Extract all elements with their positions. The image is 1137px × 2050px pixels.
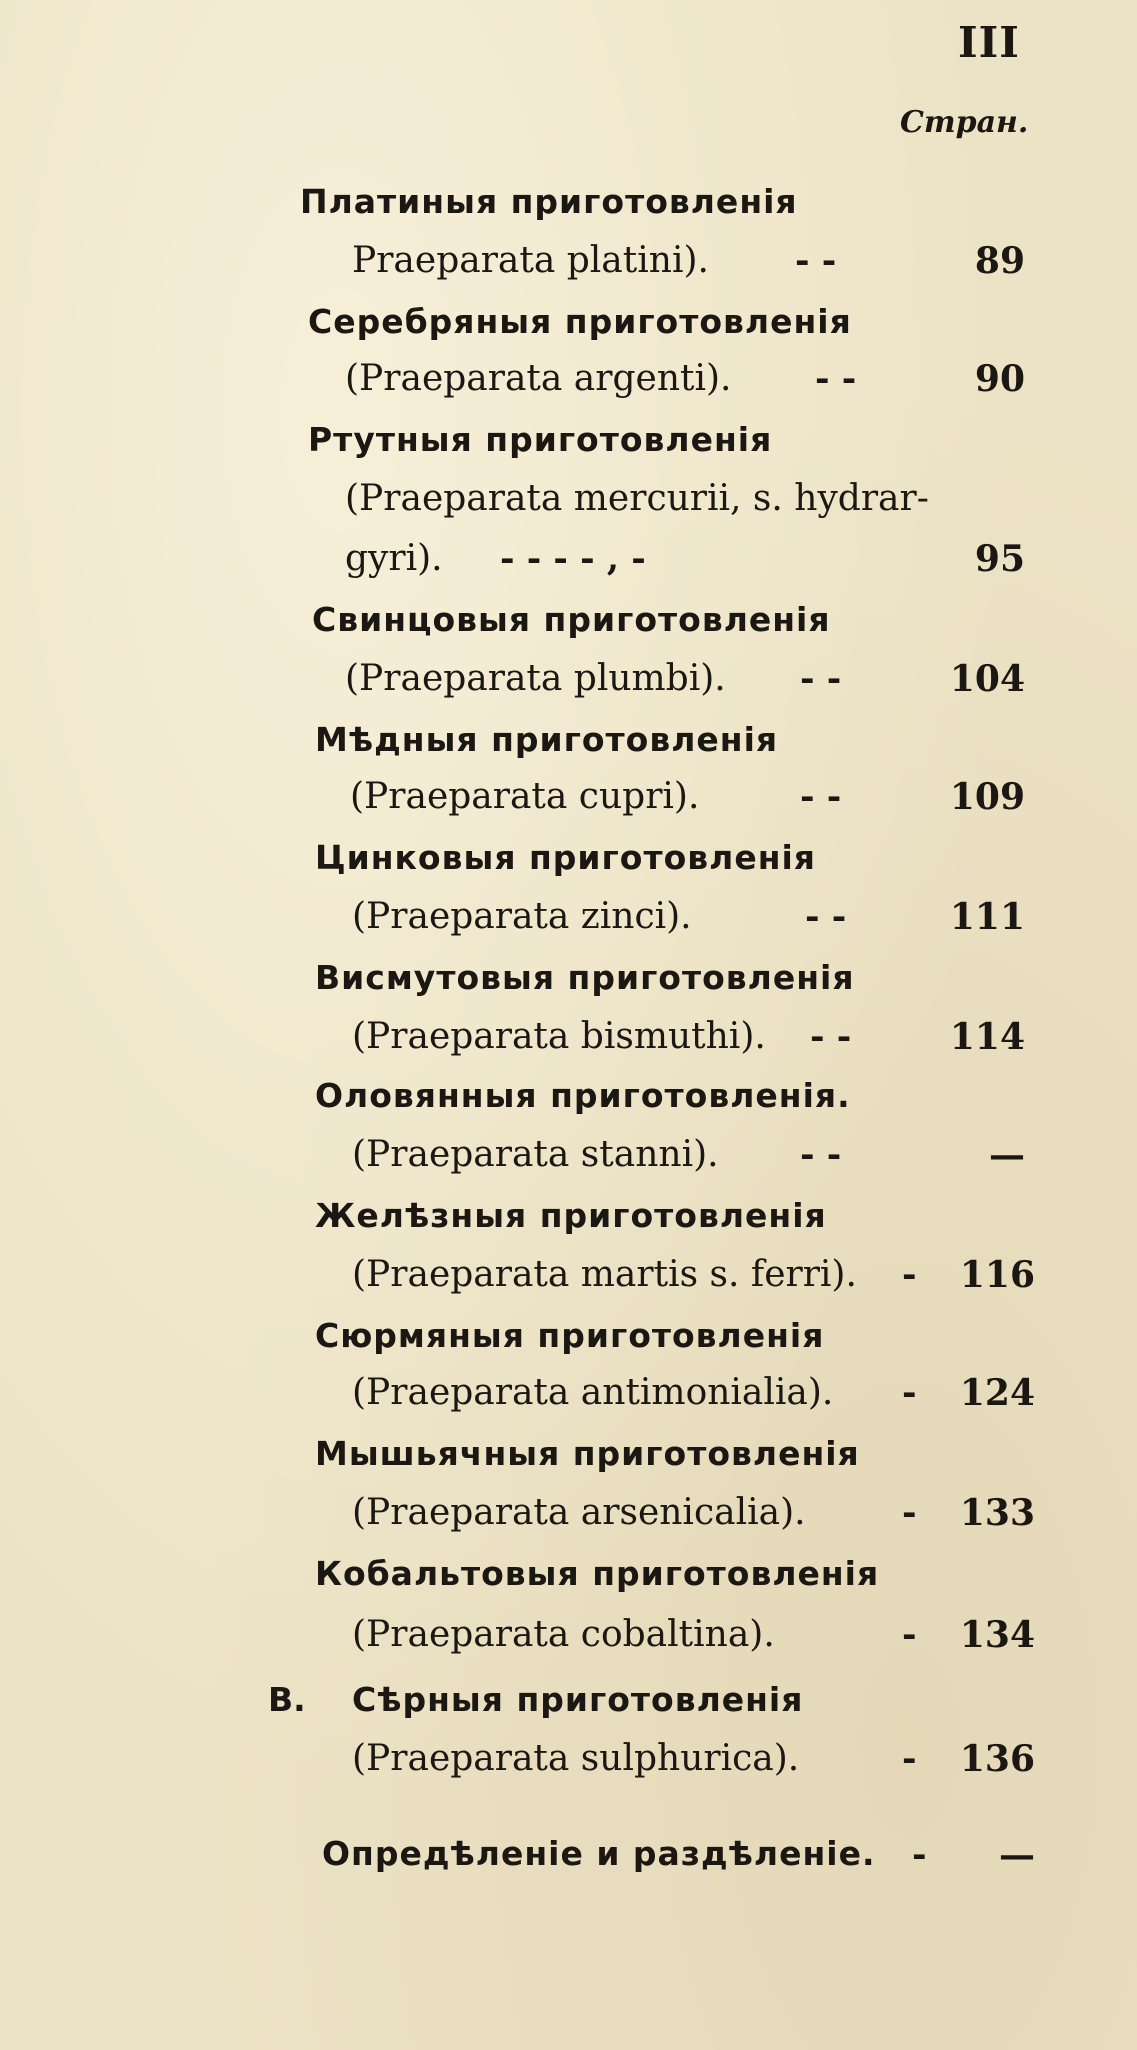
entry-latin-silver: (Praeparata argenti). (345, 358, 732, 399)
entry-leader-mercury: - - - - , - (500, 538, 646, 579)
entry-page-mercury: 95 (974, 538, 1025, 580)
entry-leader-cobalt: - (902, 1614, 917, 1655)
entry-page-arsenic: 133 (959, 1492, 1035, 1534)
entry-title-tin: Оловянныя приготовленія. (315, 1076, 851, 1115)
entry-title-bismuth: Висмутовыя приготовленія (315, 958, 855, 997)
entry-leader-iron: - (902, 1254, 917, 1295)
entry-latin-mercury-cont: gyri). (345, 538, 443, 579)
final-entry-title: Опредѣленіе и раздѣленіе. (322, 1834, 876, 1873)
entry-latin-cobalt: (Praeparata cobaltina). (352, 1614, 775, 1655)
entry-leader-arsenic: - (902, 1492, 917, 1533)
entry-title-cobalt: Кобальтовыя приготовленія (315, 1554, 880, 1593)
entry-latin-arsenic: (Praeparata arsenicalia). (352, 1492, 806, 1533)
final-entry-page: — (999, 1834, 1035, 1876)
entry-title-copper: Мѣдныя приготовленія (315, 720, 779, 759)
entry-page-iron: 116 (959, 1254, 1035, 1296)
entry-title-zinc: Цинковыя приготовленія (315, 838, 816, 877)
entry-leader-silver: - - (815, 358, 857, 399)
entry-title-arsenic: Мышьячныя приготовленія (315, 1434, 860, 1473)
entry-leader-bismuth: - - (810, 1016, 852, 1057)
entry-latin-iron: (Praeparata martis s. ferri). (352, 1254, 857, 1295)
section-b-title: Сѣрныя приготовленія (352, 1680, 804, 1719)
entry-leader-antimony: - (902, 1372, 917, 1413)
section-b-page: 136 (959, 1738, 1035, 1780)
section-b-leader: - (902, 1738, 917, 1779)
entry-title-silver: Серебряныя приготовленія (308, 302, 852, 341)
entry-leader-platinum: - - (795, 240, 837, 281)
entry-latin-antimony: (Praeparata antimonialia). (352, 1372, 834, 1413)
entry-page-lead: 104 (949, 658, 1025, 700)
entry-page-bismuth: 114 (949, 1016, 1025, 1058)
entry-leader-copper: - - (800, 776, 842, 817)
section-b-latin: (Praeparata sulphurica). (352, 1738, 800, 1779)
section-letter-b: B. (268, 1680, 306, 1719)
entry-page-cobalt: 134 (959, 1614, 1035, 1656)
entry-title-mercury: Ртутныя приготовленія (308, 420, 773, 459)
entry-latin-copper: (Praeparata cupri). (350, 776, 700, 817)
entry-page-tin: — (989, 1134, 1025, 1176)
entry-title-antimony: Сюрмяныя приготовленія (315, 1316, 825, 1355)
entry-page-platinum: 89 (974, 240, 1025, 282)
entry-latin-mercury: (Praeparata mercurii, s. hydrar- (345, 478, 929, 519)
entry-latin-bismuth: (Praeparata bismuthi). (352, 1016, 766, 1057)
page-number: III (958, 18, 1020, 67)
entry-page-copper: 109 (949, 776, 1025, 818)
entry-leader-lead: - - (800, 658, 842, 699)
final-entry-leader: - (912, 1834, 927, 1875)
entry-latin-zinc: (Praeparata zinci). (352, 896, 692, 937)
entry-title-iron: Желѣзныя приготовленія (315, 1196, 827, 1235)
entry-page-antimony: 124 (959, 1372, 1035, 1414)
entry-latin-lead: (Praeparata plumbi). (345, 658, 726, 699)
entry-latin-platinum: Praeparata platini). (352, 240, 709, 281)
entry-latin-tin: (Praeparata stanni). (352, 1134, 719, 1175)
entry-page-zinc: 111 (949, 896, 1025, 938)
entry-leader-zinc: - - (805, 896, 847, 937)
entry-title-platinum: Платиныя приготовленія (300, 182, 798, 221)
entry-leader-tin: - - (800, 1134, 842, 1175)
entry-title-lead: Свинцовыя приготовленія (312, 600, 831, 639)
entry-page-silver: 90 (974, 358, 1025, 400)
column-header-pages: Стран. (900, 105, 1029, 140)
